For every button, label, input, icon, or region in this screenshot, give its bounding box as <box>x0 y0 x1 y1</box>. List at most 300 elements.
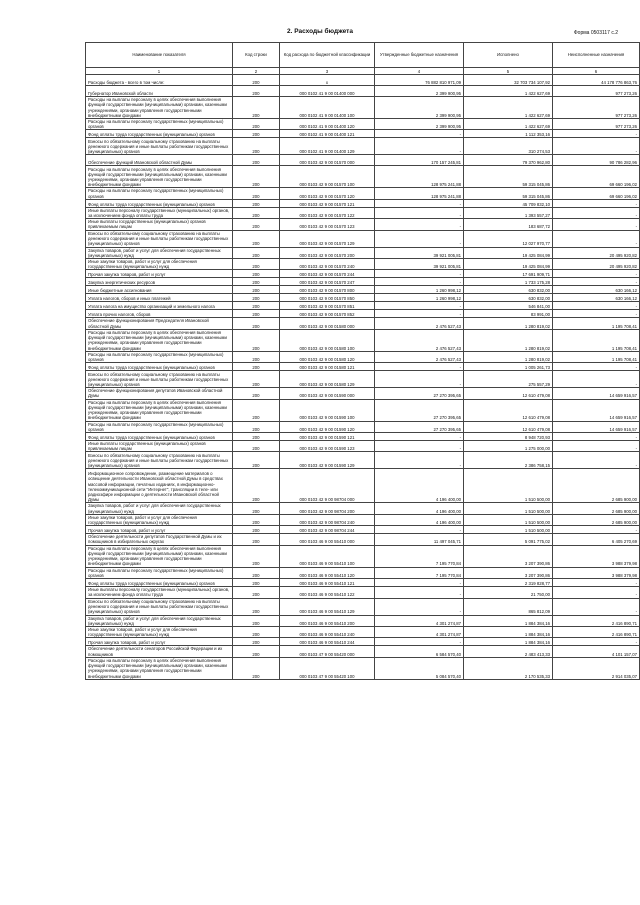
row-budget-code: 000 0103 46 9 00 55410 129 <box>280 598 375 615</box>
row-unexecuted: 14 659 916,57 <box>553 388 640 399</box>
row-executed: 3 207 390,86 <box>464 567 553 578</box>
row-unexecuted: - <box>553 310 640 318</box>
row-line-code: 200 <box>233 86 280 97</box>
row-approved: - <box>375 579 464 587</box>
table-row <box>86 503 640 514</box>
row-name: Уплата налогов, сборов и иных платежей <box>86 294 233 302</box>
row-line-code: 200 <box>233 270 280 278</box>
row-executed: 19 425 084,99 <box>464 259 553 270</box>
row-approved: 4 301 274,87 <box>375 626 464 637</box>
row-budget-code: 000 0103 42 9 00 01570 122 <box>280 207 375 218</box>
row-unexecuted: - <box>553 130 640 138</box>
row-executed: 1 733 175,28 <box>464 278 553 286</box>
row-executed: 21 750,00 <box>464 587 553 598</box>
column-index: 1 <box>86 68 233 75</box>
row-executed: 2 170 535,33 <box>464 657 553 679</box>
row-approved: 128 975 241,88 <box>375 188 464 199</box>
row-unexecuted: - <box>553 638 640 646</box>
row-budget-code: 000 0103 42 9 00 98704 244 <box>280 526 375 534</box>
row-unexecuted: - <box>553 371 640 388</box>
row-executed: 1 280 819,02 <box>464 329 553 351</box>
row-budget-code: 000 0103 42 9 00 01570 121 <box>280 199 375 207</box>
row-line-code: 200 <box>233 130 280 138</box>
row-unexecuted: - <box>553 363 640 371</box>
row-name: Закупка товаров, работ и услуг для обеспечения государственных (муниципальных) нужд <box>86 247 233 258</box>
row-budget-code: 000 0103 46 9 00 55410 100 <box>280 545 375 567</box>
row-name: Взносы по обязательному социальному страхованию на выплаты денежного содержания и иные выплаты работникам государственных (муниципальных) органов <box>86 598 233 615</box>
row-approved: 4 196 400,00 <box>375 503 464 514</box>
row-approved: 4 301 274,87 <box>375 615 464 626</box>
row-line-code: 200 <box>233 138 280 155</box>
row-budget-code: 000 0103 46 9 00 55410 000 <box>280 534 375 545</box>
row-name: Уплата прочих налогов, сборов <box>86 310 233 318</box>
row-unexecuted: 977 273,26 <box>553 97 640 119</box>
row-unexecuted: 69 660 196,02 <box>553 166 640 188</box>
row-name: Иные бюджетные ассигнования <box>86 286 233 294</box>
table-row <box>86 626 640 637</box>
row-line-code: 200 <box>233 441 280 452</box>
row-name: Обеспечение функционирования Председателя Ивановской областной Думы <box>86 318 233 329</box>
row-line-code: 200 <box>233 514 280 525</box>
row-name: Расходы на выплаты персоналу государственных (муниципальных) органов <box>86 119 233 130</box>
row-line-code: 200 <box>233 534 280 545</box>
row-approved: 5 084 570,40 <box>375 657 464 679</box>
row-executed: 12 027 970,77 <box>464 230 553 247</box>
row-line-code: 200 <box>233 545 280 567</box>
row-unexecuted: - <box>553 433 640 441</box>
row-executed: 1 422 627,69 <box>464 86 553 97</box>
row-executed: 8 948 720,93 <box>464 433 553 441</box>
row-approved: - <box>375 598 464 615</box>
row-name: Обеспечение функционирования депутатов Ивановской областной Думы <box>86 388 233 399</box>
row-budget-code: 000 0103 42 9 00 01570 123 <box>280 219 375 230</box>
row-unexecuted: 14 659 916,57 <box>553 421 640 432</box>
row-approved: 2 476 527,43 <box>375 329 464 351</box>
row-executed: 59 315 045,86 <box>464 188 553 199</box>
row-name: Фонд оплаты труда государственных (муниципальных) органов <box>86 130 233 138</box>
row-line-code: 200 <box>233 646 280 657</box>
row-executed: 3 207 390,86 <box>464 545 553 567</box>
row-unexecuted: - <box>553 441 640 452</box>
row-approved: - <box>375 207 464 218</box>
row-line-code: 200 <box>233 278 280 286</box>
row-name: Прочая закупка товаров, работ и услуг <box>86 638 233 646</box>
row-budget-code: 000 0103 46 9 00 55410 122 <box>280 587 375 598</box>
row-unexecuted: 69 660 196,02 <box>553 188 640 199</box>
table-row <box>86 421 640 432</box>
table-row <box>86 441 640 452</box>
row-name: Информационное сопровождение, размещение материалов о освещение деятельности Ивановской областной Думы в средствах массовой информации, печатных изданиях, в информационно-телекоммуникационной сети "Интернет", трансляции в теле- или радиоэфире информации о деятельности Ивановской областной Думы <box>86 469 233 503</box>
column-header-name: Наименование показателя <box>86 43 233 68</box>
column-header-budget-code: Код расхода по бюджетной классификации <box>280 43 375 68</box>
row-approved: 4 196 400,00 <box>375 514 464 525</box>
table-row <box>86 598 640 615</box>
row-line-code: 200 <box>233 433 280 441</box>
row-unexecuted: - <box>553 452 640 469</box>
row-line-code: 200 <box>233 199 280 207</box>
row-name: Расходы на выплаты персоналу государственных (муниципальных) органов <box>86 188 233 199</box>
row-unexecuted: - <box>553 579 640 587</box>
table-row <box>86 469 640 503</box>
table-row <box>86 388 640 399</box>
table-row <box>86 259 640 270</box>
row-approved: - <box>375 130 464 138</box>
row-approved: - <box>375 433 464 441</box>
row-line-code: 200 <box>233 351 280 362</box>
row-executed: 1 280 819,02 <box>464 318 553 329</box>
row-line-code: 200 <box>233 421 280 432</box>
row-approved: - <box>375 138 464 155</box>
row-approved: - <box>375 230 464 247</box>
row-executed: 1 112 353,16 <box>464 130 553 138</box>
column-header-line-code: Код строки <box>233 43 280 68</box>
row-executed: 1 280 819,02 <box>464 351 553 362</box>
row-name: Фонд оплаты труда государственных (муниципальных) органов <box>86 363 233 371</box>
row-unexecuted: 2 685 900,00 <box>553 503 640 514</box>
table-row <box>86 247 640 258</box>
row-unexecuted: 977 273,26 <box>553 86 640 97</box>
row-unexecuted: - <box>553 270 640 278</box>
row-line-code: 200 <box>233 579 280 587</box>
row-line-code: 200 <box>233 399 280 421</box>
row-budget-code: 000 0103 47 9 00 55420 100 <box>280 657 375 679</box>
table-row <box>86 270 640 278</box>
row-budget-code: 000 0103 46 9 00 55410 200 <box>280 615 375 626</box>
row-executed: 183 687,72 <box>464 219 553 230</box>
row-name: Закупка товаров, работ и услуг для обеспечения государственных (муниципальных) нужд <box>86 615 233 626</box>
row-budget-code: 000 0103 42 9 00 01570 200 <box>280 247 375 258</box>
row-name: Иные выплаты персоналу государственных (муниципальных) органов, за исключением фонда оплаты труда <box>86 207 233 218</box>
row-name: Иные выплаты государственных (муниципальных) органов привлекаемым лицам <box>86 441 233 452</box>
row-approved: 1 260 998,12 <box>375 294 464 302</box>
row-approved: 2 399 900,95 <box>375 97 464 119</box>
table-row <box>86 514 640 525</box>
row-executed: 1 422 627,69 <box>464 97 553 119</box>
table-row <box>86 86 640 97</box>
row-approved: 39 921 005,81 <box>375 259 464 270</box>
row-budget-code: 000 0103 42 9 00 98704 240 <box>280 514 375 525</box>
row-approved: - <box>375 371 464 388</box>
table-row <box>86 119 640 130</box>
table-row <box>86 199 640 207</box>
table-row <box>86 138 640 155</box>
table-row <box>86 75 640 86</box>
row-executed: 2 483 413,33 <box>464 646 553 657</box>
row-line-code: 200 <box>233 388 280 399</box>
table-row <box>86 302 640 310</box>
row-executed: 1 275 000,00 <box>464 441 553 452</box>
row-unexecuted: - <box>553 587 640 598</box>
row-name: Фонд оплаты труда государственных (муниципальных) органов <box>86 433 233 441</box>
row-unexecuted: 6 405 270,69 <box>553 534 640 545</box>
row-line-code: 200 <box>233 587 280 598</box>
row-approved: - <box>375 441 464 452</box>
row-name: Взносы по обязательному социальному страхованию на выплаты денежного содержания и иные выплаты работникам государственных (муниципальных) органов <box>86 371 233 388</box>
row-executed: 83 991,00 <box>464 310 553 318</box>
row-executed: 12 610 479,08 <box>464 399 553 421</box>
row-line-code: 200 <box>233 259 280 270</box>
row-executed: 19 425 084,99 <box>464 247 553 258</box>
row-approved: - <box>375 199 464 207</box>
table-row <box>86 188 640 199</box>
row-unexecuted: - <box>553 199 640 207</box>
row-budget-code: 000 0103 46 9 00 55410 120 <box>280 567 375 578</box>
row-line-code: 200 <box>233 247 280 258</box>
row-budget-code: 000 0103 42 9 00 01590 121 <box>280 433 375 441</box>
row-approved: - <box>375 526 464 534</box>
row-name: Расходы на выплаты персоналу в целях обеспечения выполнения функций государственными (муниципальными) органами, казенными учреждениями, органами управления государственными внебюджетными фондами <box>86 329 233 351</box>
row-name: Расходы на выплаты персоналу в целях обеспечения выполнения функций государственными (муниципальными) органами, казенными учреждениями, органами управления государственными внебюджетными фондами <box>86 97 233 119</box>
budget-table <box>85 42 640 680</box>
row-unexecuted: 1 195 708,41 <box>553 351 640 362</box>
row-line-code: 200 <box>233 363 280 371</box>
row-unexecuted: 2 416 890,71 <box>553 615 640 626</box>
table-row <box>86 433 640 441</box>
row-line-code: 200 <box>233 615 280 626</box>
row-line-code: 200 <box>233 503 280 514</box>
column-header-approved: Утвержденные бюджетные назначения <box>375 43 464 68</box>
row-budget-code: 000 0103 42 9 00 01570 100 <box>280 166 375 188</box>
page-title: 2. Расходы бюджета <box>287 28 353 35</box>
row-line-code: 200 <box>233 188 280 199</box>
row-unexecuted: 4 101 157,07 <box>553 646 640 657</box>
row-name: Расходы на выплаты персоналу государственных (муниципальных) органов <box>86 421 233 432</box>
row-unexecuted: 2 685 900,00 <box>553 469 640 503</box>
row-line-code: 200 <box>233 310 280 318</box>
row-executed: 546 841,00 <box>464 302 553 310</box>
row-unexecuted: 14 659 916,57 <box>553 399 640 421</box>
table-row <box>86 318 640 329</box>
row-budget-code: 000 0103 42 9 00 01590 100 <box>280 399 375 421</box>
row-budget-code: 000 0103 42 9 00 01570 120 <box>280 188 375 199</box>
row-approved: 2 399 900,95 <box>375 86 464 97</box>
row-unexecuted: 977 273,26 <box>553 119 640 130</box>
row-name: Расходы на выплаты персоналу в целях обеспечения выполнения функций государственными (муниципальными) органами, казенными учреждениями, органами управления государственными внебюджетными фондами <box>86 657 233 679</box>
row-name: Расходы на выплаты персоналу в целях обеспечения выполнения функций государственными (муниципальными) органами, казенными учреждениями, органами управления государственными внебюджетными фондами <box>86 399 233 421</box>
row-unexecuted: - <box>553 278 640 286</box>
table-header-row <box>86 43 640 68</box>
row-name: Закупка товаров, работ и услуг для обеспечения государственных (муниципальных) нужд <box>86 503 233 514</box>
row-executed: 59 315 045,86 <box>464 166 553 188</box>
row-name: Расходы на выплаты персоналу в целях обеспечения выполнения функций государственными (муниципальными) органами, казенными учреждениями, органами управления государственными внебюджетными фондами <box>86 166 233 188</box>
row-budget-code: 000 0103 42 9 00 01580 129 <box>280 371 375 388</box>
row-name: Фонд оплаты труда государственных (муниципальных) органов <box>86 579 233 587</box>
row-executed: 1 393 557,27 <box>464 207 553 218</box>
row-name: Взносы по обязательному социальному страхованию на выплаты денежного содержания и иные выплаты работникам государственных (муниципальных) органов <box>86 452 233 469</box>
row-line-code: 200 <box>233 329 280 351</box>
row-unexecuted: 2 685 900,00 <box>553 514 640 525</box>
table-row <box>86 363 640 371</box>
row-budget-code: 000 0103 47 9 00 55420 000 <box>280 646 375 657</box>
row-approved: 128 975 241,88 <box>375 166 464 188</box>
row-line-code: 200 <box>233 567 280 578</box>
row-budget-code: 000 0103 42 9 00 01570 850 <box>280 294 375 302</box>
table-body <box>86 75 640 680</box>
row-budget-code: 000 0103 42 9 00 01570 852 <box>280 310 375 318</box>
column-index: 6 <box>553 68 640 75</box>
row-approved: - <box>375 452 464 469</box>
row-approved: - <box>375 270 464 278</box>
row-approved: 2 399 900,95 <box>375 119 464 130</box>
row-line-code: 200 <box>233 469 280 503</box>
row-name: Расходы на выплаты персоналу государственных (муниципальных) органов <box>86 351 233 362</box>
row-name: Расходы на выплаты персоналу государственных (муниципальных) органов <box>86 567 233 578</box>
row-approved: 6 584 570,40 <box>375 646 464 657</box>
row-unexecuted: - <box>553 230 640 247</box>
table-row <box>86 657 640 679</box>
row-executed: 1 005 261,73 <box>464 363 553 371</box>
table-row <box>86 567 640 578</box>
table-row <box>86 579 640 587</box>
row-budget-code: 000 0103 42 9 00 98704 200 <box>280 503 375 514</box>
row-unexecuted: 44 178 776 863,76 <box>553 75 640 86</box>
row-unexecuted: 1 195 708,41 <box>553 318 640 329</box>
table-row <box>86 278 640 286</box>
row-budget-code: 000 0103 42 9 00 01570 000 <box>280 155 375 166</box>
row-line-code: 200 <box>233 75 280 86</box>
row-line-code: 200 <box>233 286 280 294</box>
row-line-code: 200 <box>233 657 280 679</box>
row-unexecuted: - <box>553 302 640 310</box>
table-row <box>86 219 640 230</box>
row-line-code: 200 <box>233 318 280 329</box>
row-executed: 1 884 384,16 <box>464 615 553 626</box>
row-approved: 170 157 245,81 <box>375 155 464 166</box>
row-approved: 76 882 810 971,09 <box>375 75 464 86</box>
table-row <box>86 452 640 469</box>
row-line-code: 200 <box>233 598 280 615</box>
row-unexecuted: 630 166,12 <box>553 294 640 302</box>
row-unexecuted: 3 988 379,98 <box>553 545 640 567</box>
row-budget-code: 000 0103 42 9 00 01580 120 <box>280 351 375 362</box>
row-name: Уплата налога на имущество организаций и земельного налога <box>86 302 233 310</box>
row-unexecuted: 90 786 282,96 <box>553 155 640 166</box>
row-executed: 45 709 832,10 <box>464 199 553 207</box>
row-approved: 27 270 395,65 <box>375 399 464 421</box>
row-approved: - <box>375 638 464 646</box>
row-budget-code: x <box>280 75 375 86</box>
table-row <box>86 294 640 302</box>
row-budget-code: 000 0103 42 9 00 01590 123 <box>280 441 375 452</box>
row-line-code: 200 <box>233 97 280 119</box>
row-budget-code: 000 0103 46 9 00 55410 121 <box>280 579 375 587</box>
row-budget-code: 000 0103 42 9 00 98704 000 <box>280 469 375 503</box>
row-executed: 865 812,09 <box>464 598 553 615</box>
row-budget-code: 000 0103 42 9 00 01570 247 <box>280 278 375 286</box>
row-budget-code: 000 0103 46 9 00 55410 240 <box>280 626 375 637</box>
row-budget-code: 000 0103 42 9 00 01570 851 <box>280 302 375 310</box>
row-name: Иные выплаты персоналу государственных (муниципальных) органов, за исключением фонда оплаты труда <box>86 587 233 598</box>
row-budget-code: 000 0102 41 9 00 01400 000 <box>280 86 375 97</box>
row-name: Иные закупки товаров, работ и услуг для обеспечения государственных (муниципальных) нужд <box>86 259 233 270</box>
table-row <box>86 166 640 188</box>
row-budget-code: 000 0103 42 9 00 01570 240 <box>280 259 375 270</box>
row-line-code: 200 <box>233 371 280 388</box>
row-executed: 79 370 962,80 <box>464 155 553 166</box>
table-row <box>86 587 640 598</box>
row-unexecuted: 1 195 708,41 <box>553 329 640 351</box>
row-budget-code: 000 0103 42 9 00 01570 244 <box>280 270 375 278</box>
row-approved: - <box>375 219 464 230</box>
table-row <box>86 97 640 119</box>
row-budget-code: 000 0102 41 9 00 01400 129 <box>280 138 375 155</box>
row-budget-code: 000 0103 42 9 00 01590 129 <box>280 452 375 469</box>
table-row <box>86 526 640 534</box>
row-name: Взносы по обязательному социальному страхованию на выплаты денежного содержания и иные выплаты работникам государственных (муниципальных) органов <box>86 138 233 155</box>
row-name: Обеспечение деятельности депутатов Государственной Думы и их помощников в избирательных округах <box>86 534 233 545</box>
row-approved: 7 195 770,84 <box>375 545 464 567</box>
row-executed: 1 510 500,00 <box>464 469 553 503</box>
column-header-executed: Исполнено <box>464 43 553 68</box>
column-index: 2 <box>233 68 280 75</box>
row-executed: 17 691 909,71 <box>464 270 553 278</box>
row-executed: 1 884 384,16 <box>464 626 553 637</box>
row-line-code: 200 <box>233 219 280 230</box>
row-executed: 2 386 758,15 <box>464 452 553 469</box>
row-name: Губернатор Ивановской области <box>86 86 233 97</box>
row-approved: - <box>375 278 464 286</box>
row-line-code: 200 <box>233 294 280 302</box>
table-row <box>86 207 640 218</box>
row-name: Прочая закупка товаров, работ и услуг <box>86 270 233 278</box>
row-budget-code: 000 0103 42 9 00 01580 000 <box>280 318 375 329</box>
row-name: Расходы бюджета - всего в том числе: <box>86 75 233 86</box>
table-row <box>86 371 640 388</box>
column-header-unexecuted: Неисполненные назначения <box>553 43 640 68</box>
row-name: Прочая закупка товаров, работ и услуг <box>86 526 233 534</box>
row-approved: 1 260 998,12 <box>375 286 464 294</box>
row-name: Расходы на выплаты персоналу в целях обеспечения выполнения функций государственными (муниципальными) органами, казенными учреждениями, органами управления государственными внебюджетными фондами <box>86 545 233 567</box>
row-approved: 39 921 005,81 <box>375 247 464 258</box>
row-line-code: 200 <box>233 230 280 247</box>
row-approved: - <box>375 363 464 371</box>
table-row <box>86 310 640 318</box>
row-name: Иные закупки товаров, работ и услуг для обеспечения государственных (муниципальных) нужд <box>86 514 233 525</box>
row-name: Взносы по обязательному социальному страхованию на выплаты денежного содержания и иные выплаты работникам государственных (муниципальных) органов <box>86 230 233 247</box>
row-line-code: 200 <box>233 119 280 130</box>
row-line-code: 200 <box>233 155 280 166</box>
row-budget-code: 000 0103 42 9 00 01590 120 <box>280 421 375 432</box>
row-budget-code: 000 0102 41 9 00 01400 120 <box>280 119 375 130</box>
row-name: Закупка энергетических ресурсов <box>86 278 233 286</box>
column-index: 3 <box>280 68 375 75</box>
row-approved: 11 497 045,71 <box>375 534 464 545</box>
row-executed: 1 510 500,00 <box>464 514 553 525</box>
row-approved: - <box>375 587 464 598</box>
row-unexecuted: 630 166,12 <box>553 286 640 294</box>
row-approved: - <box>375 302 464 310</box>
row-approved: - <box>375 310 464 318</box>
table-row <box>86 638 640 646</box>
row-budget-code: 000 0103 42 9 00 01580 121 <box>280 363 375 371</box>
form-code: Форма 0503117 с.2 <box>573 30 618 36</box>
row-executed: 1 510 500,00 <box>464 526 553 534</box>
row-unexecuted: - <box>553 219 640 230</box>
row-unexecuted: - <box>553 598 640 615</box>
row-executed: 12 610 479,08 <box>464 388 553 399</box>
table-row <box>86 646 640 657</box>
row-budget-code: 000 0103 46 9 00 55410 244 <box>280 638 375 646</box>
table-row <box>86 286 640 294</box>
row-line-code: 200 <box>233 166 280 188</box>
row-approved: 27 270 395,65 <box>375 421 464 432</box>
row-line-code: 200 <box>233 626 280 637</box>
row-unexecuted: 2 416 890,71 <box>553 626 640 637</box>
table-row <box>86 351 640 362</box>
row-line-code: 200 <box>233 526 280 534</box>
row-unexecuted: - <box>553 207 640 218</box>
table-row <box>86 399 640 421</box>
